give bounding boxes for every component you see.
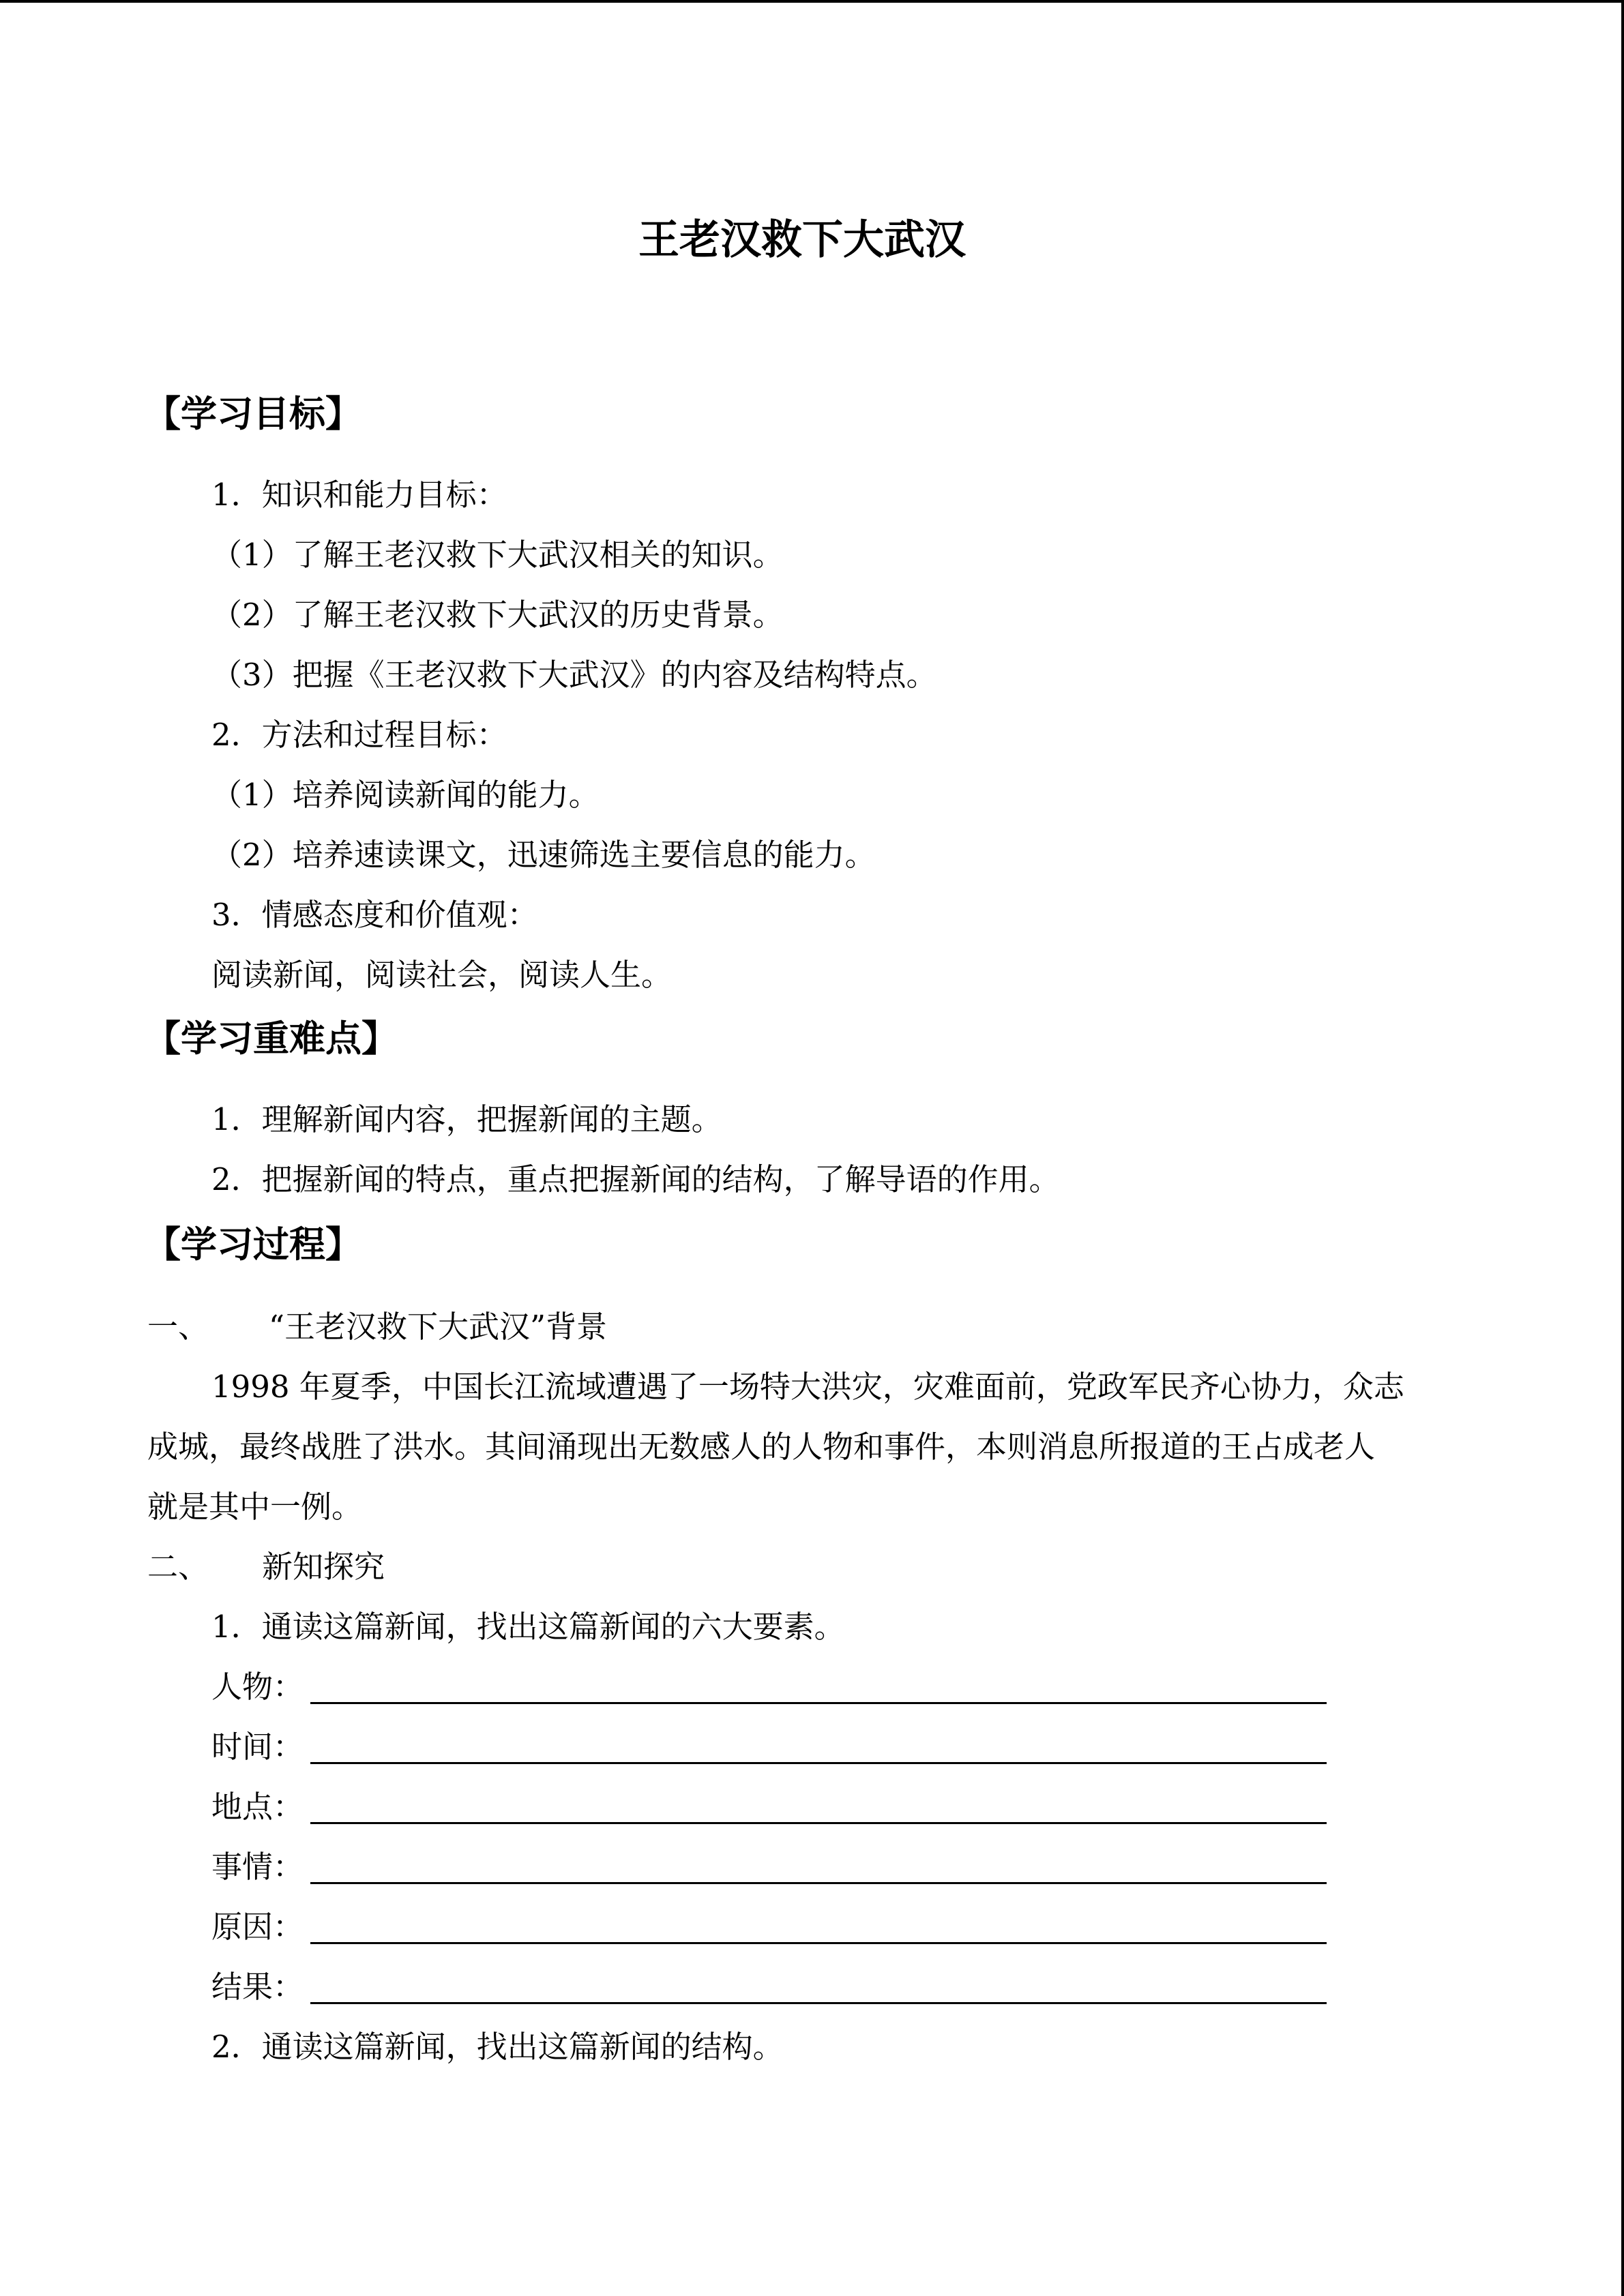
field-label-time: 时间： [211,1729,304,1765]
section-heading-process: 【学习过程】 [145,1224,361,1266]
question-2: 2．通读这篇新闻，找出这篇新闻的结构。 [211,2029,784,2065]
goal-3: 3．情感态度和价值观： [211,897,538,933]
background-paragraph-line-2: 成城，最终战胜了洪水。其间涌现出无数感人的人物和事件，本则消息所报道的王占成老人 [147,1429,1376,1465]
blank-line-event[interactable] [310,1882,1327,1884]
question-1: 1．通读这篇新闻，找出这篇新闻的六大要素。 [211,1609,845,1645]
background-paragraph-line-3: 就是其中一例。 [147,1489,363,1525]
section-heading-key-points: 【学习重难点】 [145,1018,398,1060]
goal-1b: （2）了解王老汉救下大武汉的历史背景。 [211,597,784,633]
goal-2: 2．方法和过程目标： [211,717,507,753]
blank-line-time[interactable] [310,1762,1327,1764]
blank-line-person[interactable] [310,1702,1327,1704]
subsection-2-title: 新知探究 [262,1549,385,1585]
page-title: 王老汉救下大武汉 [638,216,966,264]
field-label-person: 人物： [211,1669,304,1705]
key-point-2: 2．把握新闻的特点，重点把握新闻的结构，了解导语的作用。 [211,1161,1060,1197]
blank-line-place[interactable] [310,1822,1327,1824]
field-label-place: 地点： [211,1789,304,1825]
goal-2b: （2）培养速读课文，迅速筛选主要信息的能力。 [211,837,876,873]
field-label-event: 事情： [211,1849,304,1885]
blank-line-cause[interactable] [310,1942,1327,1944]
field-label-result: 结果： [211,1969,304,2005]
goal-2a: （1）培养阅读新闻的能力。 [211,777,600,813]
background-paragraph-line-1: 1998 年夏季，中国长江流域遭遇了一场特大洪灾，灾难面前，党政军民齐心协力，众志 [211,1369,1404,1405]
page-top-border [0,0,1624,3]
goal-1c: （3）把握《王老汉救下大武汉》的内容及结构特点。 [211,657,937,693]
key-point-1: 1．理解新闻内容，把握新闻的主题。 [211,1101,722,1137]
field-label-cause: 原因： [211,1909,304,1945]
subsection-2-number: 二、 [147,1549,209,1585]
section-heading-goals: 【学习目标】 [145,393,361,435]
goal-1: 1．知识和能力目标： [211,477,507,513]
goal-1a: （1）了解王老汉救下大武汉相关的知识。 [211,537,784,573]
goal-3a: 阅读新闻，阅读社会，阅读人生。 [211,957,673,993]
subsection-1-title: “王老汉救下大武汉”背景 [269,1309,608,1345]
subsection-1-number: 一、 [147,1309,209,1345]
blank-line-result[interactable] [310,2002,1327,2004]
page-right-border [1621,0,1624,2296]
